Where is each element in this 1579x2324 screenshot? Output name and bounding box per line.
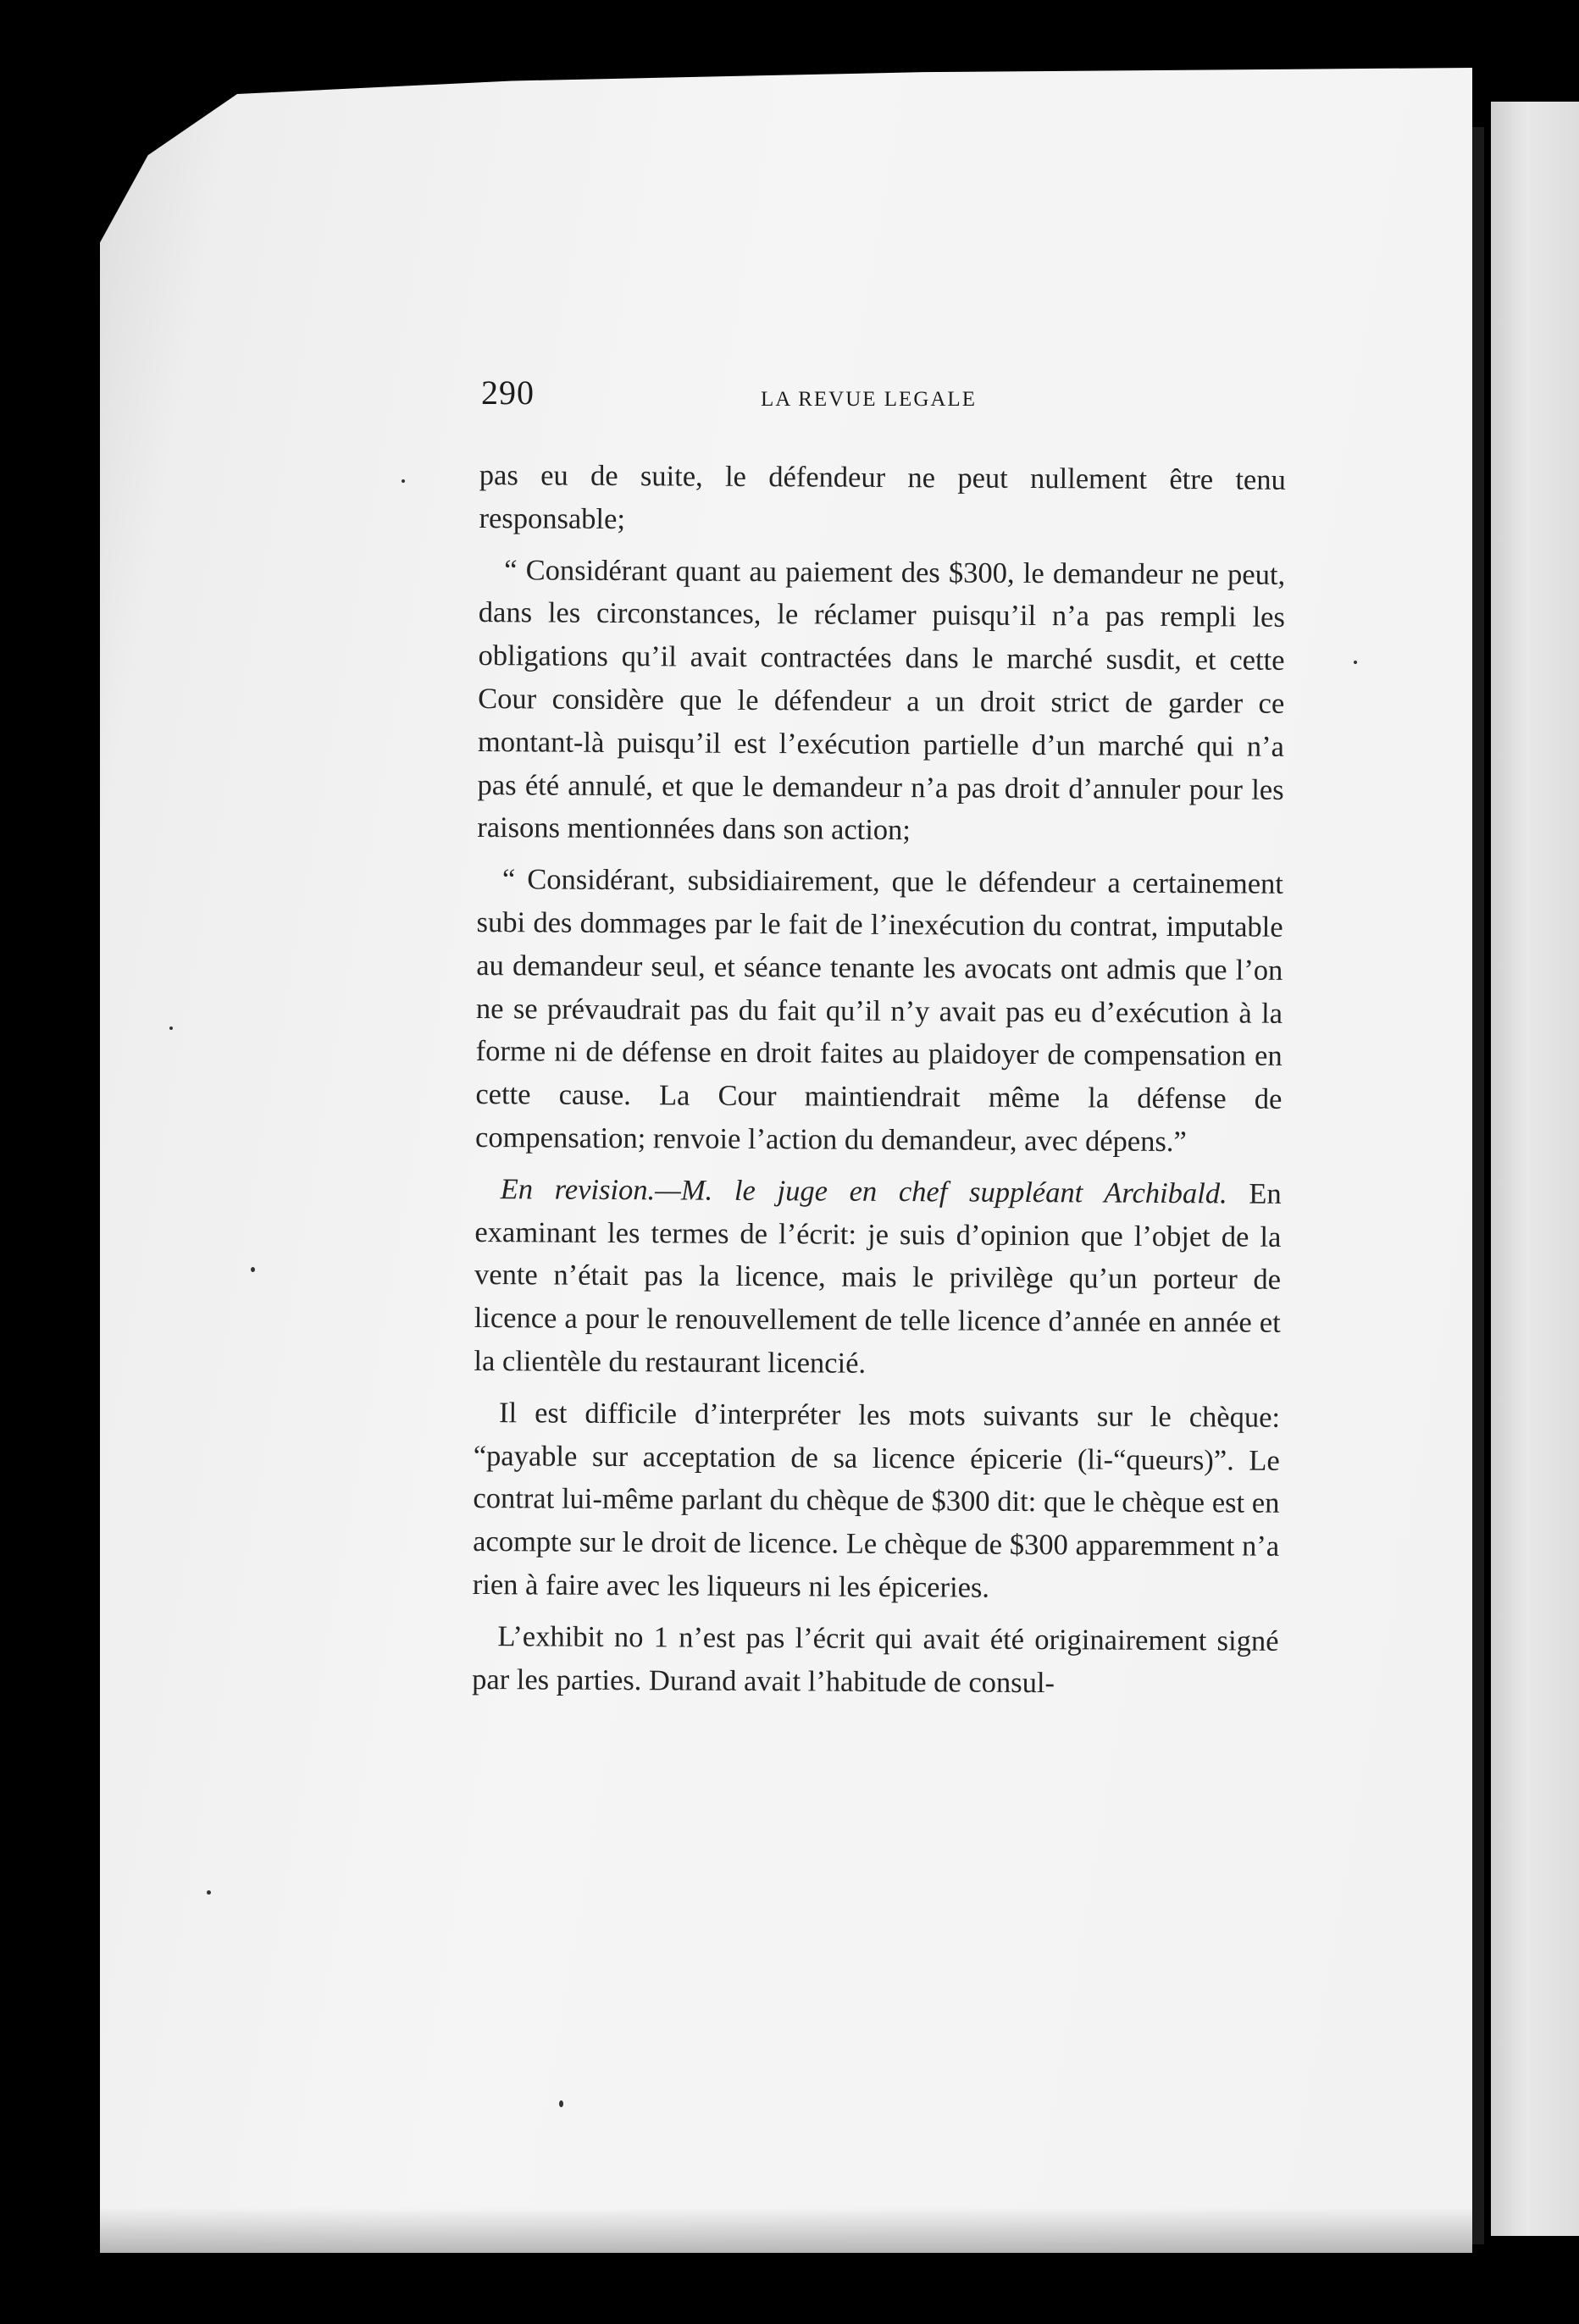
revision-heading: En revision.—M. le juge en chef suppléant Archibald.	[500, 1172, 1227, 1210]
revision-text: En examinant les termes de l’écrit: je suis d’opinion que l’objet de la vente n’était pas la licence, mais le privilège qu’un porteur de licence a pour le renouvellement de telle licence d’année en année et la clientèle du restaurant licencié.	[474, 1177, 1282, 1380]
scan-speck	[402, 479, 405, 483]
running-head	[481, 373, 1294, 423]
page-gutter	[1472, 127, 1484, 2244]
paragraph-cheque: Il est difficile d’interpréter les mots suivants sur le chèque: “payable sur acceptation de sa licence épicerie (li-“queurs)”. Le contrat lui-même parlant du chèque de $300 dit: que le chèque est en acompte sur le droit de licence. Le chèque de $300 apparemment n’a rien à faire avec les liqueurs ni les épiceries.	[472, 1396, 1281, 1604]
journal-title: LA REVUE LEGALE	[761, 388, 977, 411]
paragraph-revision	[474, 1168, 1282, 1388]
body-text	[472, 454, 1286, 1706]
facing-page-edge	[1491, 102, 1579, 2236]
paragraph-considering-payment: “ Considérant quant au paiement des $300, le demandeur ne peut, dans les circonstances, le réclamer puisqu’il n’a pas rempli les obligations qu’il avait contractées dans le marché susdit, et cette Cour considère que le défendeur a un droit strict de garder ce montant-là puisqu’il est l’exécution partielle d’un marché qui n’a pas été annulé, et que le demandeur n’a pas droit d’annuler pour les raisons mentionnées dans son action;	[477, 553, 1286, 847]
scan-speck	[169, 1026, 173, 1030]
scan-speck	[559, 2100, 563, 2107]
scan-speck	[1354, 661, 1357, 664]
page-bottom-shadow	[100, 2207, 1472, 2253]
page-number: 290	[481, 374, 535, 412]
paragraph-exhibit: L’exhibit no 1 n’est pas l’écrit qui avait été originairement signé par les parties. Durand avait l’habitude de consul-	[472, 1619, 1279, 1699]
scan-speck	[207, 1890, 211, 1895]
scan-speck	[251, 1267, 255, 1272]
paragraph-continued: pas eu de suite, le défendeur ne peut nullement être tenu responsable;	[479, 458, 1286, 535]
paragraph-considering-damages: “ Considérant, subsidiairement, que le défendeur a certainement subi des dommages par le fait de l’inexécution du contrat, imputable au demandeur seul, et séance tenante les avocats ont admis que l’on ne se prévaudrait pas du fait qu’il n’y avait pas eu d’exécution à la forme ni de défense en droit faites au plaidoyer de compensation en cette cause. La Cour maintiendrait même la défense de compensation; renvoie l’action du demandeur, avec dépens.”	[474, 863, 1284, 1159]
